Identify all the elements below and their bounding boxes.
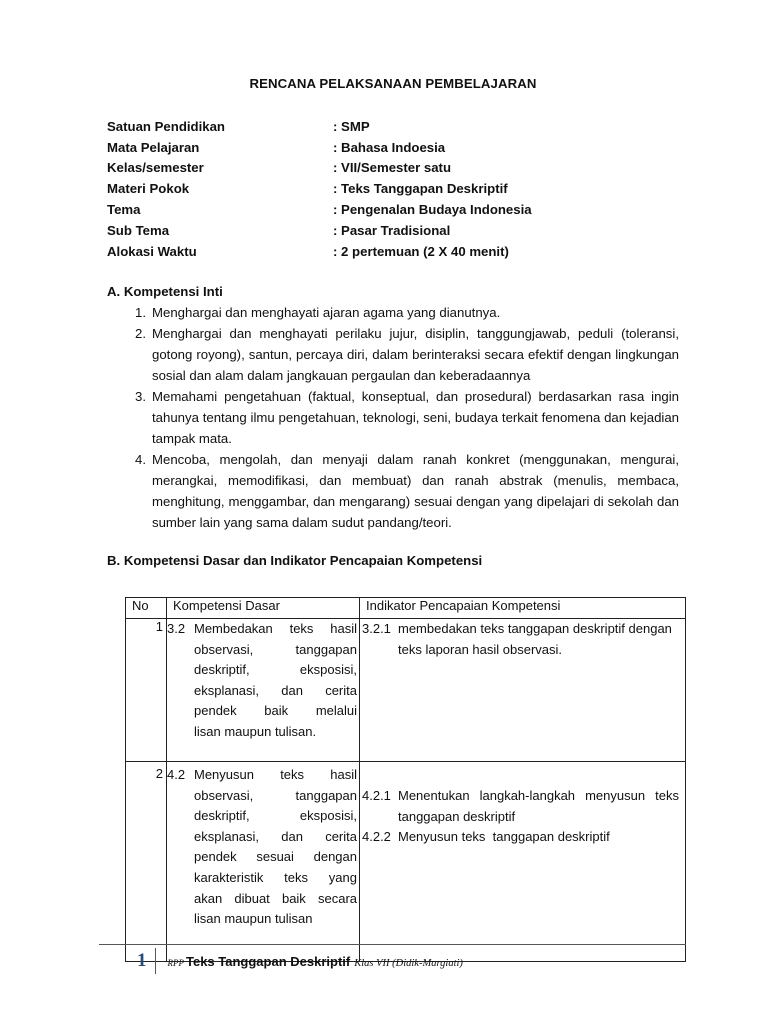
footer-title: Teks Tanggapan Deskriptif bbox=[186, 954, 351, 969]
kd-text bbox=[194, 619, 359, 743]
indicator-code: 4.2.2 bbox=[362, 829, 391, 845]
document-title: RENCANA PELAKSANAAN PEMBELAJARAN bbox=[249, 76, 537, 91]
kd-line: lisan maupun tulisan. bbox=[194, 723, 317, 739]
meta-value: : Pengenalan Budaya Indonesia bbox=[333, 202, 532, 218]
kd-line: pendek sesuai dengan bbox=[194, 849, 357, 865]
kd-line: observasi, tanggapan bbox=[194, 641, 357, 657]
kd-line: deskriptif, eksposisi, bbox=[194, 808, 357, 824]
header-indicator: Indikator Pencapaian Kompetensi bbox=[360, 598, 686, 619]
kd-text bbox=[194, 765, 359, 930]
table-row bbox=[126, 762, 686, 962]
meta-row-tema bbox=[107, 199, 532, 220]
meta-label: Materi Pokok bbox=[107, 181, 190, 197]
list-number: 1. bbox=[135, 305, 146, 320]
kd-line: Membedakan teks hasil bbox=[194, 621, 357, 636]
meta-row-alokasi bbox=[107, 241, 532, 262]
indicator-item bbox=[360, 786, 685, 827]
footer-divider bbox=[99, 944, 686, 945]
meta-row-subtema bbox=[107, 220, 532, 241]
page-number: 1 bbox=[137, 948, 156, 974]
row-no: 1 bbox=[126, 619, 167, 762]
kd-code: 3.2 bbox=[167, 621, 186, 636]
kompetensi-inti-list bbox=[135, 302, 679, 533]
kd-cell bbox=[167, 762, 360, 962]
meta-value: : Pasar Tradisional bbox=[333, 222, 451, 238]
kd-line: deskriptif, eksposisi, bbox=[194, 662, 357, 678]
kd-line: eksplanasi, dan cerita bbox=[194, 682, 357, 698]
kd-line: eksplanasi, dan cerita bbox=[194, 828, 357, 844]
row-no: 2 bbox=[126, 762, 167, 962]
table-header-row bbox=[126, 598, 686, 619]
list-item bbox=[135, 449, 679, 533]
table-row bbox=[126, 619, 686, 762]
list-text: Menghargai dan menghayati perilaku jujur, disiplin, tanggungjawab, peduli (toleransi, gotong royong), santun, percaya diri, dalam berinteraksi secara efektif dengan lingkungan sosial dan alam dalam jangkauan pergaulan dan keberadaannya bbox=[152, 326, 679, 383]
indicator-code: 4.2.1 bbox=[362, 788, 391, 803]
indicator-cell bbox=[360, 762, 686, 962]
list-number: 3. bbox=[135, 389, 146, 404]
header-kd: Kompetensi Dasar bbox=[167, 598, 360, 619]
list-text: Mencoba, mengolah, dan menyaji dalam ranah konkret (menggunakan, mengurai, merangkai, memodifikasi, dan membuat) dan ranah abstrak (menulis, membaca, menghitung, menggambar, dan mengarang) sesuai dengan yang dipelajari di sekolah dan sumber lain yang sama dalam sudut pandang/teori. bbox=[152, 452, 679, 530]
meta-value: : Teks Tanggapan Deskriptif bbox=[333, 181, 508, 197]
competency-table bbox=[125, 597, 686, 962]
page-footer bbox=[137, 948, 463, 974]
section-b-heading: B. Kompetensi Dasar dan Indikator Pencapaian Kompetensi bbox=[107, 553, 483, 568]
list-item bbox=[135, 386, 679, 449]
meta-value: : SMP bbox=[333, 118, 370, 134]
indicator-cell bbox=[360, 619, 686, 762]
meta-row-kelas bbox=[107, 158, 532, 179]
footer-rpp: RPP bbox=[167, 958, 184, 968]
meta-label: Kelas/semester bbox=[107, 160, 204, 176]
meta-value: : VII/Semester satu bbox=[333, 160, 452, 176]
meta-value: : 2 pertemuan (2 X 40 menit) bbox=[333, 243, 509, 259]
list-text: Menghargai dan menghayati ajaran agama yang dianutnya. bbox=[152, 305, 501, 320]
kd-line: karakteristik teks yang bbox=[194, 869, 357, 885]
identity-block bbox=[107, 116, 532, 262]
kd-code: 4.2 bbox=[167, 767, 186, 782]
indicator-item bbox=[360, 827, 685, 848]
kd-line: Menyusun teks hasil bbox=[194, 767, 357, 782]
list-number: 2. bbox=[135, 326, 146, 341]
indicator-code: 3.2.1 bbox=[362, 621, 391, 636]
indicator-text: membedakan teks tanggapan deskriptif dengan teks laporan hasil observasi. bbox=[398, 621, 672, 657]
meta-row-mapel bbox=[107, 137, 532, 158]
kd-line: observasi, tanggapan bbox=[194, 787, 357, 803]
kd-line: akan dibuat baik secara bbox=[194, 890, 357, 906]
indicator-item bbox=[360, 619, 685, 660]
meta-label: Satuan Pendidikan bbox=[107, 118, 225, 134]
kd-line: lisan maupun tulisan bbox=[194, 911, 313, 927]
meta-label: Mata Pelajaran bbox=[107, 139, 200, 155]
meta-label: Tema bbox=[107, 202, 141, 218]
meta-label: Sub Tema bbox=[107, 222, 170, 238]
meta-row-satuan bbox=[107, 116, 532, 137]
meta-label: Alokasi Waktu bbox=[107, 243, 197, 259]
list-item bbox=[135, 302, 679, 323]
list-number: 4. bbox=[135, 452, 146, 467]
section-a-heading: A. Kompetensi Inti bbox=[107, 284, 223, 299]
list-item bbox=[135, 323, 679, 386]
meta-value: : Bahasa Indoesia bbox=[333, 139, 446, 155]
indicator-text: Menentukan langkah-langkah menyusun teks tanggapan deskriptif bbox=[398, 788, 679, 824]
indicator-text: Menyusun teks tanggapan deskriptif bbox=[398, 829, 610, 845]
header-no: No bbox=[126, 598, 167, 619]
footer-class-info: Klas VII (Didik-Margiati) bbox=[354, 958, 463, 969]
kd-cell bbox=[167, 619, 360, 762]
meta-row-materi bbox=[107, 178, 532, 199]
list-text: Memahami pengetahuan (faktual, konseptual, dan prosedural) berdasarkan rasa ingin tahunya tentang ilmu pengetahuan, teknologi, seni, budaya terkait fenomena dan kejadian tampak mata. bbox=[152, 389, 679, 446]
kd-line: pendek baik melalui bbox=[194, 703, 357, 719]
